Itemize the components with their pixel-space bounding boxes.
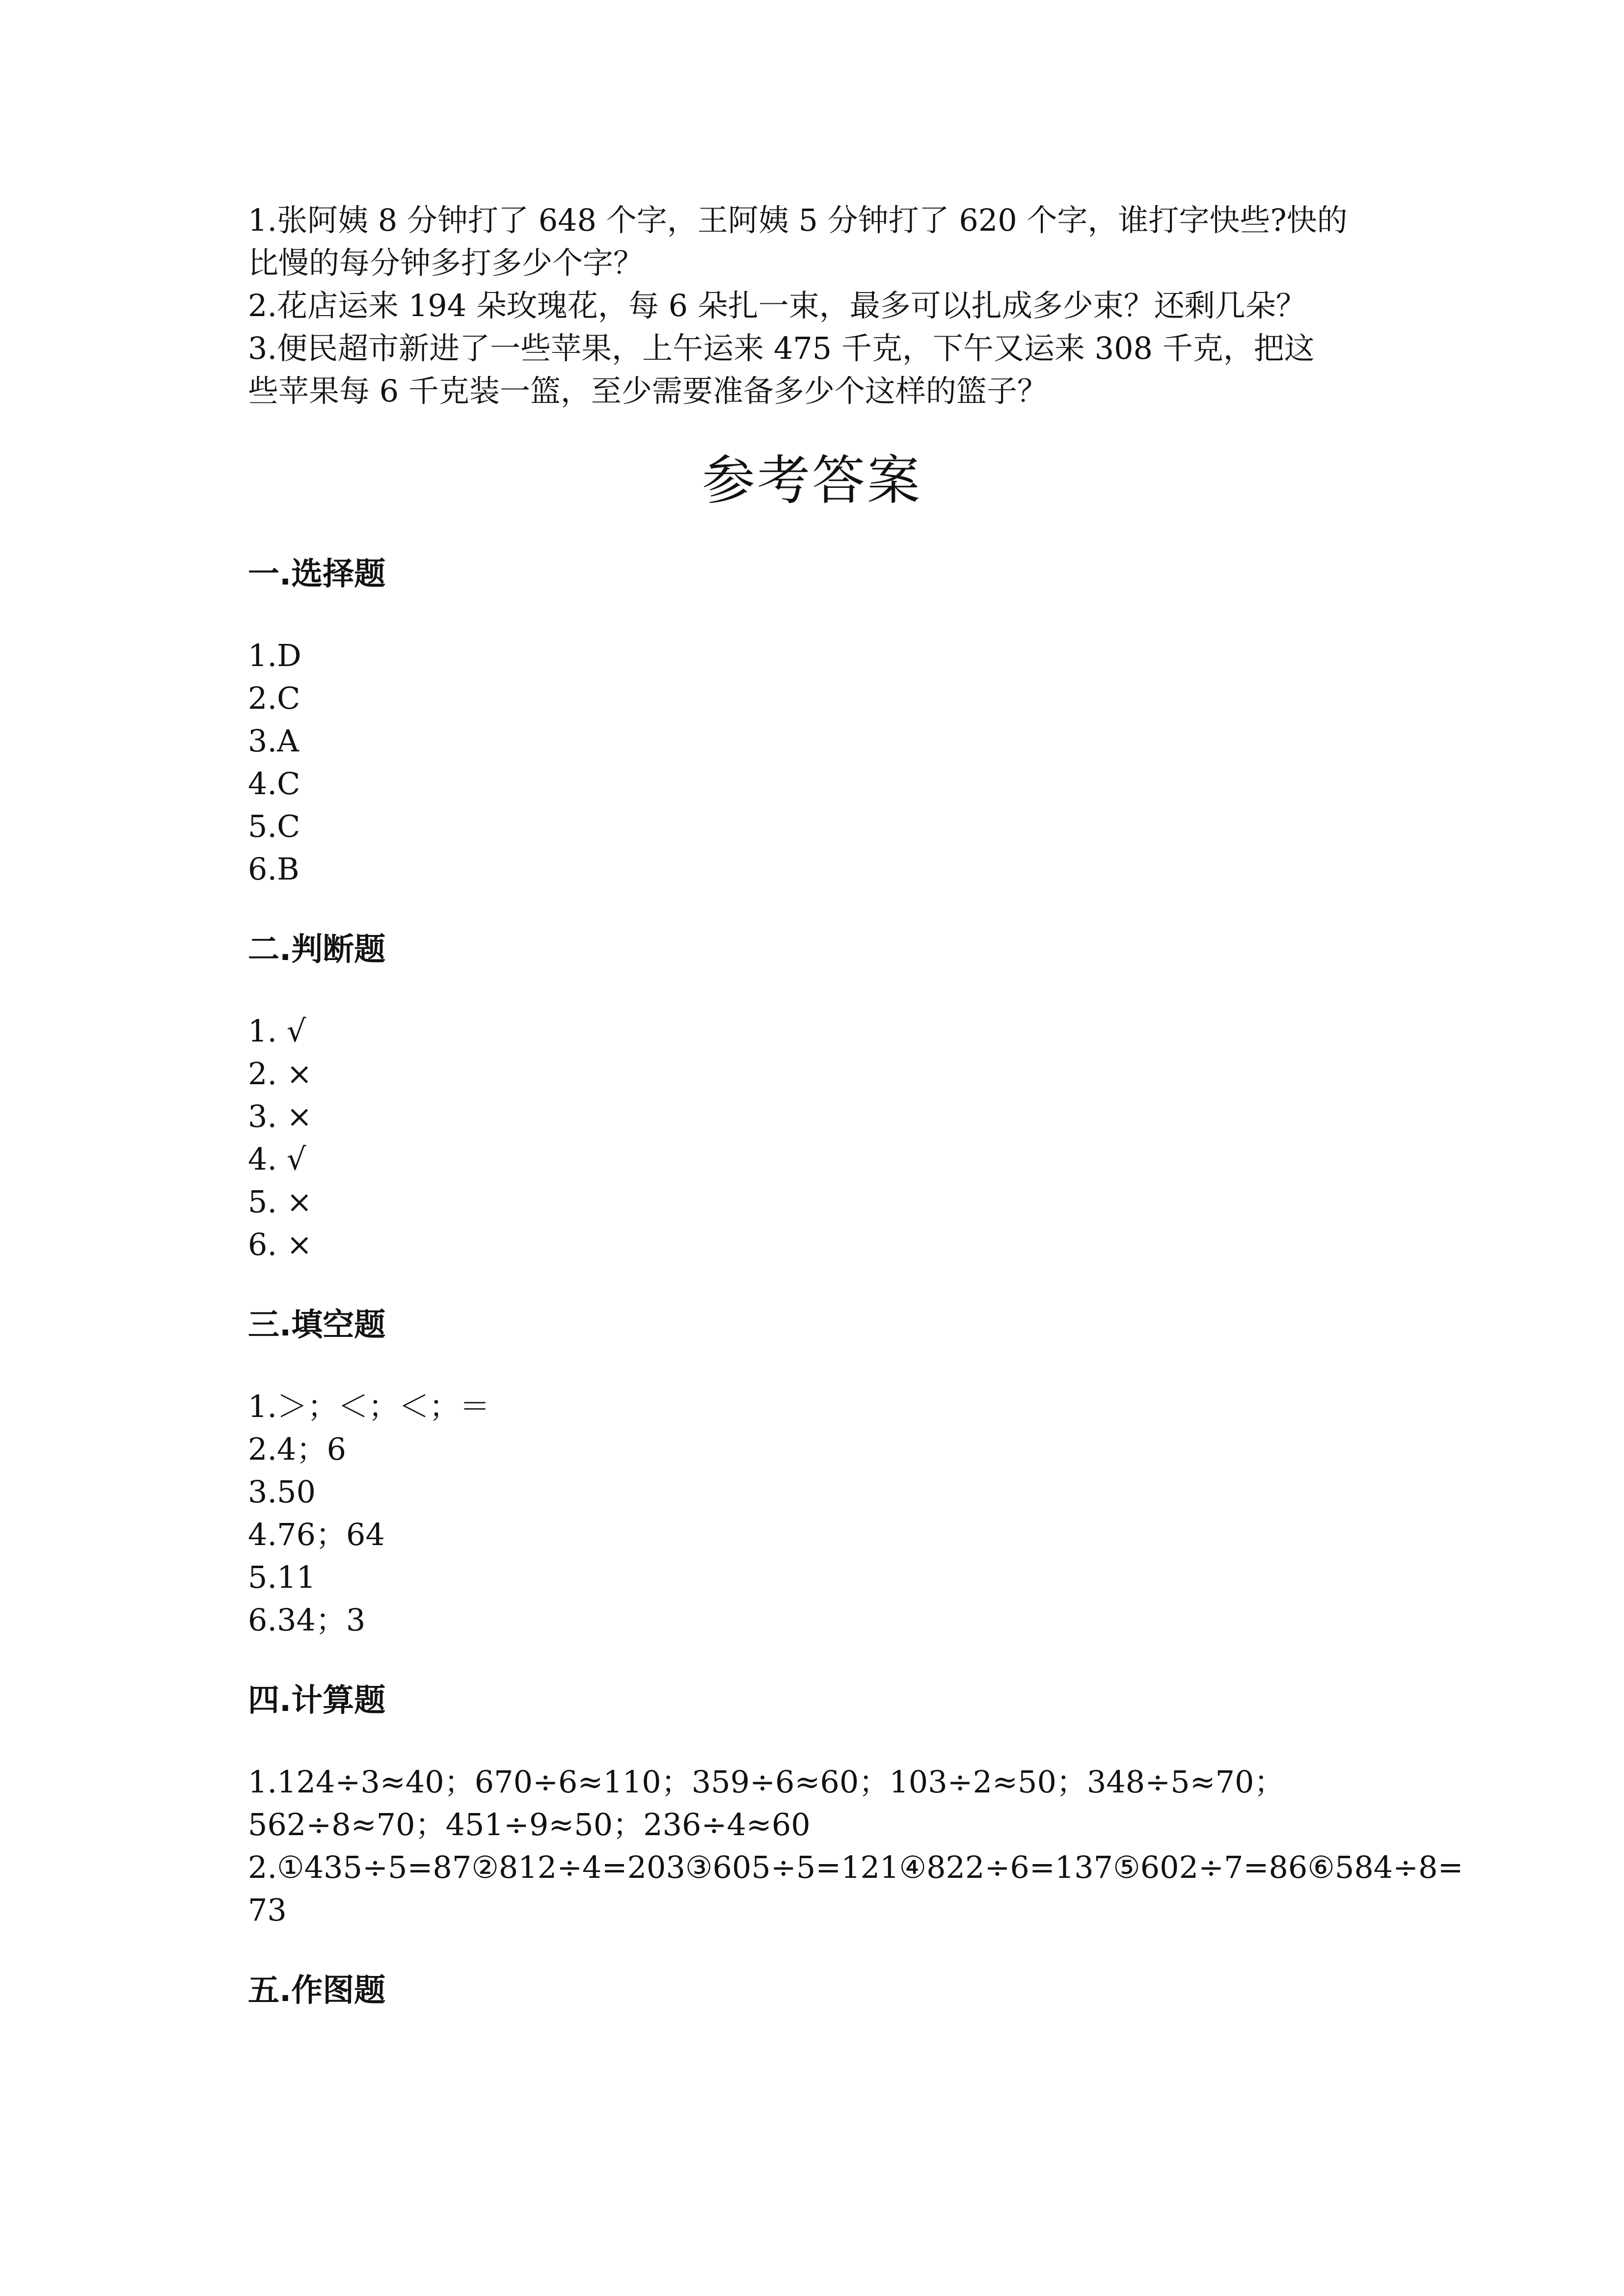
answer-item: 4.C	[248, 766, 300, 801]
section-calculation-answers	[248, 1761, 1463, 1931]
problem-3-line-2: 些苹果每 6 千克装一篮，至少需要准备多少个这样的篮子？	[248, 373, 1048, 409]
answer-item: 1.＞；＜；＜；＝	[248, 1388, 490, 1424]
answer-item: 1. √	[248, 1013, 306, 1049]
section-fill-blank-answers	[248, 1385, 1392, 1641]
problem-2-line-1: 2.花店运来 194 朵玫瑰花，每 6 朵扎一束，最多可以扎成多少束？还剩几朵？	[248, 288, 1306, 323]
answer-item: 5.C	[248, 808, 300, 844]
answer-item: 3. ×	[248, 1098, 312, 1134]
answer-key-title: 参考答案	[702, 450, 922, 511]
answer-item: 4.76；64	[248, 1517, 385, 1552]
answer-item: 6.B	[248, 851, 299, 887]
problem-3-line-1: 3.便民超市新进了一些苹果，上午运来 475 千克，下午又运来 308 千克，把这	[248, 330, 1315, 366]
section-true-false-answers	[248, 1010, 1392, 1266]
problem-1-line-2: 比慢的每分钟多打多少个字？	[248, 245, 644, 281]
answer-item: 5.11	[248, 1559, 316, 1595]
section-heading-true-false: 二.判断题	[248, 932, 386, 968]
answer-item: 2.4；6	[248, 1431, 347, 1467]
answer-item: 2.①435÷5=87②812÷4=203③605÷5=121④822÷6=137⑤602÷7=86⑥584÷8=	[248, 1849, 1463, 1885]
answer-item: 6. ×	[248, 1227, 312, 1262]
answer-item: 6.34；3	[248, 1602, 366, 1638]
section-choice-answers	[248, 634, 1392, 890]
answer-item: 2. ×	[248, 1056, 312, 1092]
section-heading-calculation: 四.计算题	[248, 1682, 386, 1719]
answer-item: 3.A	[248, 723, 299, 759]
answer-item: 2.C	[248, 680, 300, 716]
answer-item: 4. √	[248, 1141, 306, 1177]
answer-item: 562÷8≈70；451÷9≈50；236÷4≈60	[248, 1807, 811, 1842]
section-heading-choice: 一.选择题	[248, 556, 386, 592]
answer-item: 3.50	[248, 1474, 316, 1510]
section-heading-drawing: 五.作图题	[248, 1973, 386, 2009]
answer-item: 5. ×	[248, 1184, 312, 1220]
answer-item: 1.D	[248, 638, 301, 673]
section-heading-fill-blank: 三.填空题	[248, 1307, 386, 1343]
word-problems	[248, 199, 1392, 412]
answer-item: 1.124÷3≈40；670÷6≈110；359÷6≈60；103÷2≈50；348÷5≈70；	[248, 1764, 1285, 1800]
answer-item: 73	[248, 1892, 287, 1928]
problem-1-line-1: 1.张阿姨 8 分钟打了 648 个字，王阿姨 5 分钟打了 620 个字，谁打字快些?快的	[248, 202, 1348, 238]
